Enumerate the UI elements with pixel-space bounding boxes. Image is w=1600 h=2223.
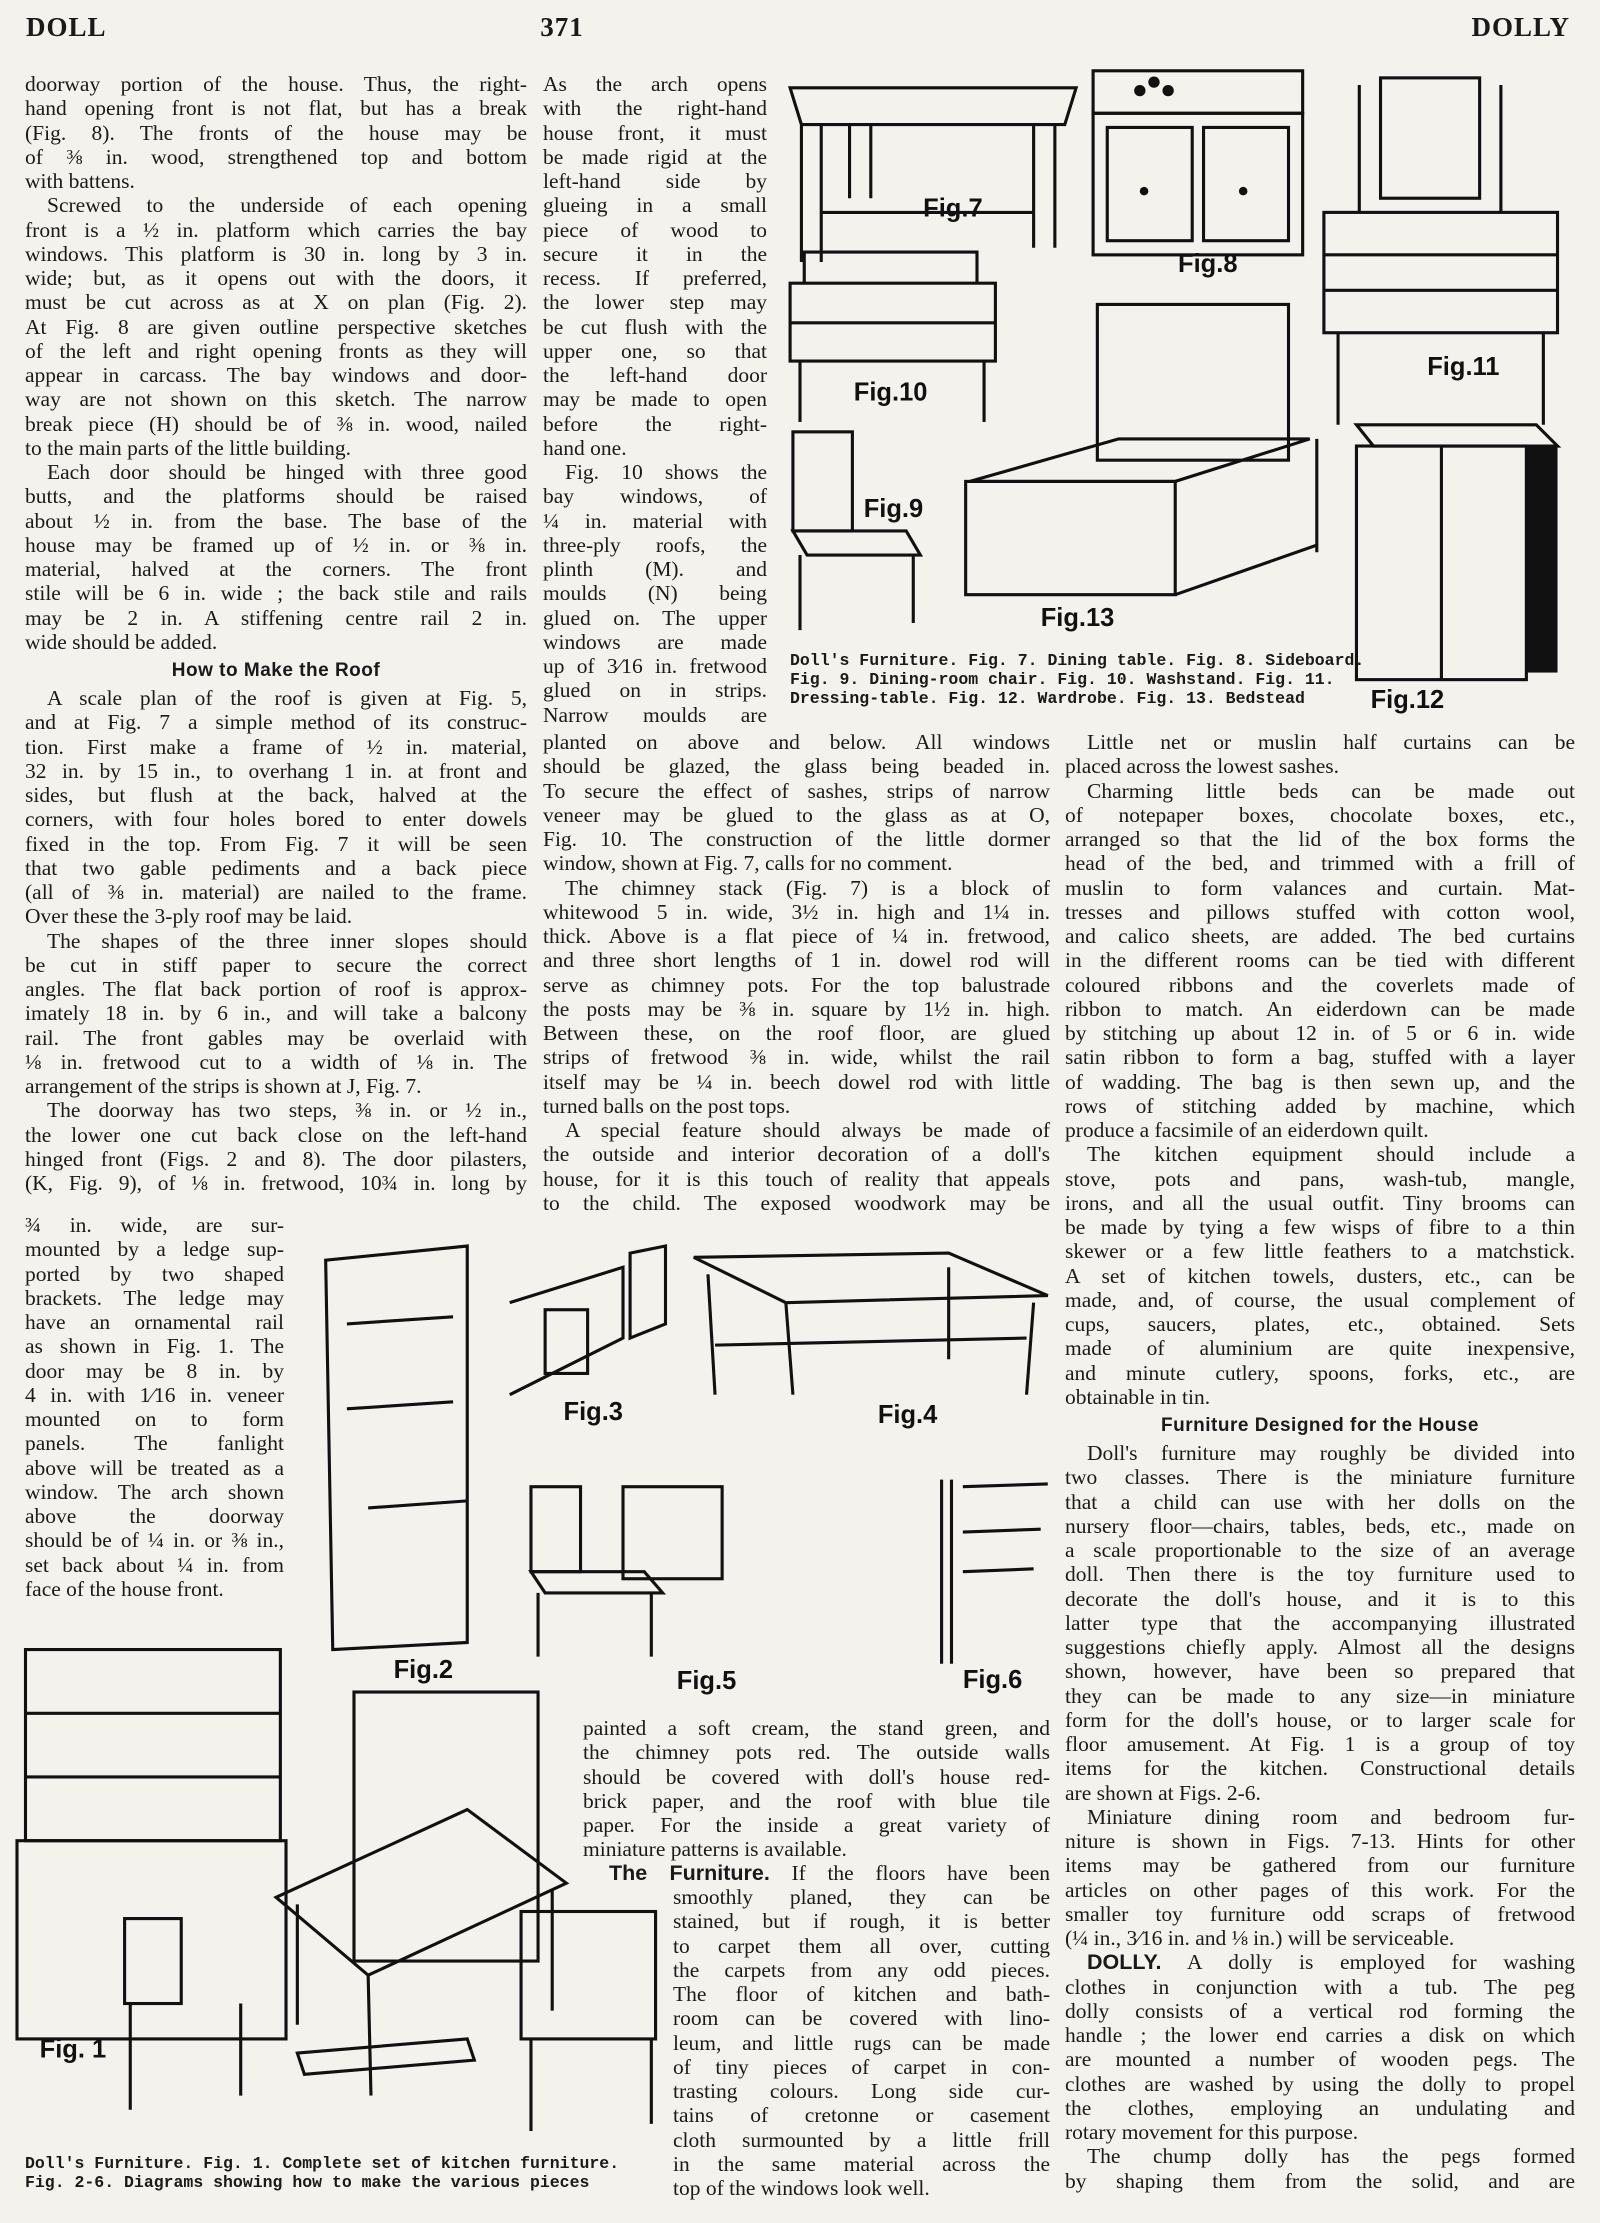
text-line: placed across the lowest sashes. xyxy=(1065,754,1340,779)
text-line: items for the kitchen. Constructional details xyxy=(1065,1756,1575,1781)
text-line: house may be framed up of ½ in. or ⅜ in. xyxy=(25,532,527,557)
text-line: three-ply roofs, the xyxy=(543,532,767,557)
text-line: As the arch opens xyxy=(543,72,767,96)
caption-line: Fig. 9. Dining-room chair. Fig. 10. Washstand. Fig. 11. xyxy=(790,670,1335,689)
fig12-wardrobe-drawing xyxy=(1356,425,1557,714)
text-line: face of the house front. xyxy=(25,1576,224,1601)
text-line: to the child. The exposed woodwork may be xyxy=(543,1190,1050,1215)
text-line: Charming little beds can be made out xyxy=(1087,778,1575,803)
text-line: the clothes, employing an undulating and xyxy=(1065,2095,1575,2120)
text-line: whitewood 5 in. wide, 3½ in. high and 1¼ in. xyxy=(543,899,1050,924)
text-line: butts, and the platforms should be raised xyxy=(25,484,527,509)
text-line: The shapes of the three inner slopes should xyxy=(47,928,527,953)
text-line: suggestions chiefly apply. Almost all the designs xyxy=(1065,1635,1575,1659)
text-line: tresses and pillows stuffed with cotton wool, xyxy=(1065,899,1575,924)
text-line: of wadding. The bag is then sewn up, and the xyxy=(1065,1069,1575,1094)
text-line: set back about ¼ in. from xyxy=(25,1552,284,1577)
text-line: above the doorway xyxy=(25,1504,284,1528)
text-line: glueing in a small xyxy=(543,193,767,218)
fig6-label: Fig.6 xyxy=(962,1665,1023,1694)
text-line: the lower one cut back close on the left-hand xyxy=(25,1122,527,1147)
text-line: To secure the effect of sashes, strips of narrow xyxy=(543,778,1050,803)
text-line: windows are made xyxy=(543,629,767,654)
text-line: brick paper, and the roof with blue tile xyxy=(583,1788,1050,1813)
text-line: Doll's furniture may roughly be divided into xyxy=(1087,1441,1575,1465)
text-line: may be made to open xyxy=(543,387,767,412)
caption-line: Doll's Furniture. Fig. 7. Dining table. Fig. 8. Sideboard. xyxy=(790,651,1365,670)
text-line: the left-hand door xyxy=(543,363,767,387)
text-line: may be 2 in. A stiffening centre rail 2 in. xyxy=(25,605,527,630)
text-line: strips of fretwood ⅜ in. wide, whilst the rail xyxy=(543,1045,1050,1070)
section-heading: Furniture Designed for the House xyxy=(1161,1415,1479,1436)
text-line: made of aluminium are quite inexpensive, xyxy=(1065,1336,1575,1361)
text-line: hinged front (Figs. 2 and 8). The door pilasters, xyxy=(25,1146,527,1171)
text-line: coloured ribbons and the coverlets made of xyxy=(1065,972,1575,997)
text-line: Fig. 10 shows the xyxy=(565,460,767,484)
text-line: doll. Then there is the toy furniture used to xyxy=(1065,1562,1575,1587)
text-line: Each door should be hinged with three good xyxy=(47,460,527,484)
fig1-label: Fig. 1 xyxy=(39,2035,107,2064)
text-line: and minute cutlery, spoons, forks, etc., are xyxy=(1065,1360,1575,1385)
text-line: appear in carcass. The bay windows and door- xyxy=(25,363,527,387)
text-line: made, and, of course, the usual complement of xyxy=(1065,1287,1575,1312)
text-line: to the main parts of the little building. xyxy=(25,435,352,460)
text-line: irons, and all the usual outfit. Tiny brooms can xyxy=(1065,1190,1575,1215)
text-line: by shaping them from the solid, and are xyxy=(1065,2168,1575,2193)
text-line: and at Fig. 7 a simple method of its construc- xyxy=(25,710,527,735)
text-line: about ½ in. from the base. The base of the xyxy=(25,508,527,533)
text-line: must be cut across as at X on plan (Fig. 2). xyxy=(25,290,527,315)
text-line: are mounted a number of wooden pegs. The xyxy=(1065,2047,1575,2072)
fig4-table-drawing xyxy=(694,1253,1048,1429)
text-line: The doorway has two steps, ⅜ in. or ½ in., xyxy=(47,1098,527,1123)
text-line: The kitchen equipment should include a xyxy=(1087,1142,1575,1167)
fig9-label: Fig.9 xyxy=(863,494,924,523)
text-line: mounted by a ledge sup- xyxy=(25,1237,284,1262)
text-line: recess. If preferred, xyxy=(543,266,767,290)
text-line: miniature patterns is available. xyxy=(583,1837,847,1862)
text-line: room can be covered with lino- xyxy=(673,2006,1050,2031)
text-line: muslin to form valances and curtain. Mat- xyxy=(1065,875,1575,900)
fig3-label: Fig.3 xyxy=(563,1398,623,1427)
text-line: are shown at Figs. 2-6. xyxy=(1065,1780,1261,1805)
text-line: the outside and interior decoration of a doll's xyxy=(543,1142,1050,1167)
text-line: items may be gathered from our furniture xyxy=(1065,1853,1575,1878)
fig13-label: Fig.13 xyxy=(1040,603,1115,632)
text-line: niture is shown in Figs. 7-13. Hints for other xyxy=(1065,1829,1575,1853)
text-line: ribbon to match. An eiderdown can be made xyxy=(1065,996,1575,1021)
text-line: ported by two shaped xyxy=(25,1261,284,1286)
text-line: Miniature dining room and bedroom fur- xyxy=(1087,1804,1575,1829)
fig2-shelves-drawing xyxy=(326,1246,468,1684)
text-line: piece of wood to xyxy=(543,217,767,242)
text-line: upper one, so that xyxy=(543,338,767,363)
text-line: 32 in. by 15 in., to overhang 1 in. at front and xyxy=(25,758,527,783)
text-line: glued on in strips. xyxy=(543,678,767,703)
text-line: tion. First make a frame of ½ in. material, xyxy=(25,734,527,759)
text-line: have an ornamental rail xyxy=(25,1310,284,1334)
text-line: to carpet them all over, cutting xyxy=(673,1933,1050,1958)
text-line: planted on above and below. All windows xyxy=(543,730,1050,754)
text-line: break piece (H) should be of ⅜ in. wood, nailed xyxy=(25,411,527,436)
page-number: 371 xyxy=(540,12,584,42)
text-line: dolly consists of a vertical rod forming the xyxy=(1065,1998,1575,2023)
text-line: ⅛ in. fretwood cut to a width of ⅛ in. The xyxy=(25,1049,527,1074)
text-line: 4 in. with 1⁄16 in. veneer xyxy=(25,1382,284,1407)
fig9-chair-drawing xyxy=(793,432,923,630)
text-line: Narrow moulds are xyxy=(543,702,767,727)
text-line: hand one. xyxy=(543,435,627,460)
fig12-label: Fig.12 xyxy=(1370,685,1445,714)
text-line: and three short lengths of 1 in. dowel rod will xyxy=(543,948,1050,973)
text-line: doorway portion of the house. Thus, the right- xyxy=(25,72,527,96)
text-line: of tiny pieces of carpet in con- xyxy=(673,2054,1050,2079)
fig5-chair-drawing xyxy=(531,1487,736,1695)
text-line: and calico sheets, are added. The bed curtains xyxy=(1065,924,1575,948)
text-line: brackets. The ledge may xyxy=(25,1285,284,1310)
text-line: before the right- xyxy=(543,411,767,436)
text-line: serve as chimney pots. For the top balustrade xyxy=(543,972,1050,997)
text-line: way are not shown on this sketch. The narrow xyxy=(25,387,527,412)
section-heading: How to Make the Roof xyxy=(171,660,381,681)
fig5-label: Fig.5 xyxy=(676,1667,737,1696)
text-line: a scale proportionable to the size of an average xyxy=(1065,1538,1575,1562)
text-line: thick. Above is a flat piece of ¼ in. fretwood, xyxy=(543,924,1050,948)
text-line: panels. The fanlight xyxy=(25,1431,284,1456)
text-line: should be glazed, the glass being beaded in. xyxy=(543,754,1050,779)
text-line: satin ribbon to form a bag, stuffed with a layer xyxy=(1065,1045,1575,1070)
text-line: be made rigid at the xyxy=(543,144,767,169)
text-line: with the right-hand xyxy=(543,96,767,121)
fig7-label: Fig.7 xyxy=(923,194,983,223)
text-line: door may be 8 in. by xyxy=(25,1358,284,1383)
running-head-right: DOLLY xyxy=(1471,12,1570,42)
text-line: latter type that the accompanying illustrated xyxy=(1065,1610,1575,1635)
text-line: above will be treated as a xyxy=(25,1455,284,1480)
text-line: The chump dolly has the pegs formed xyxy=(1087,2144,1575,2169)
fig3-drawing xyxy=(510,1246,666,1426)
lead-text: If the floors have been xyxy=(791,1861,1050,1885)
caption-line: Dressing-table. Fig. 12. Wardrobe. Fig. 13. Bedstead xyxy=(790,689,1305,708)
text-line: smoothly planed, they can be xyxy=(673,1885,1050,1909)
text-line: house front, it must xyxy=(543,120,767,145)
text-line: stove, pots and pans, wash-tub, mangle, xyxy=(1065,1166,1575,1191)
text-line: arranged so that the lid of the box forms the xyxy=(1065,827,1575,851)
text-line: stained, but if rough, it is better xyxy=(673,1909,1050,1934)
text-line: rotary movement for this purpose. xyxy=(1065,2120,1359,2144)
fig10-label: Fig.10 xyxy=(853,378,928,407)
text-line: itself may be ¼ in. beech dowel rod with little xyxy=(543,1069,1050,1094)
text-line: sides, but flush at the back, halved at the xyxy=(25,783,527,807)
text-line: The chimney stack (Fig. 7) is a block of xyxy=(565,875,1050,900)
text-line: veneer may be glued to the glass as at O, xyxy=(543,802,1050,827)
text-line: window. The arch shown xyxy=(25,1479,284,1504)
text-line: nursery floor—chairs, tables, beds, etc., made on xyxy=(1065,1513,1575,1538)
text-line: form for the doll's house, or to larger scale for xyxy=(1065,1707,1575,1732)
text-line: cloth surmounted by a little frill xyxy=(673,2127,1050,2152)
text-line: (¼ in., 3⁄16 in. and ⅛ in.) will be serviceable. xyxy=(1065,1926,1455,1950)
text-line: leum, and little rugs can be made xyxy=(673,2030,1050,2055)
text-line: bay windows, of xyxy=(543,484,767,509)
text-line: clothes in conjunction with a tub. The peg xyxy=(1065,1974,1575,1999)
fig6-drawing xyxy=(942,1480,1048,1694)
text-line: turned balls on the post tops. xyxy=(543,1093,791,1118)
text-line: clothes are washed by using the dolly to propel xyxy=(1065,2071,1575,2096)
text-line: the lower step may xyxy=(543,290,767,315)
text-line: shown, however, have been so prepared that xyxy=(1065,1659,1575,1684)
text-line: A set of kitchen towels, dusters, etc., can be xyxy=(1065,1263,1575,1288)
fig1-kitchen-set-drawing xyxy=(17,1650,656,2131)
text-line: ¾ in. wide, are sur- xyxy=(25,1213,284,1237)
text-line: (all of ⅜ in. material) are nailed to the frame. xyxy=(25,880,527,904)
text-line: of the left and right opening fronts as they will xyxy=(25,338,527,363)
text-line: house, for it is this touch of reality that appeals xyxy=(543,1166,1050,1191)
text-line: they can be made to any size—in miniature xyxy=(1065,1683,1575,1708)
text-line: the chimney pots red. The outside walls xyxy=(583,1740,1050,1765)
text-line: glued on. The upper xyxy=(543,605,767,630)
text-line: (Fig. 8). The fronts of the house may be xyxy=(25,120,527,145)
text-line: Fig. 10. The construction of the little dormer xyxy=(543,827,1050,851)
text-line: angles. The flat back portion of roof is approx- xyxy=(25,977,527,1001)
fig7-dining-table-drawing xyxy=(790,88,1076,262)
text-line: corners, with four holes bored to enter dowels xyxy=(25,807,527,832)
text-line: as shown in Fig. 1. The xyxy=(25,1334,284,1359)
text-line: ¼ in. material with xyxy=(543,508,767,533)
text-line: stile will be 6 in. wide ; the back stile and rails xyxy=(25,581,527,606)
text-line: that two gable pediments and a back piece xyxy=(25,855,527,880)
text-line: hand opening front is not flat, but has a break xyxy=(25,96,527,121)
text-line: floor amusement. At Fig. 1 is a group of toy xyxy=(1065,1732,1575,1756)
fig8-label: Fig.8 xyxy=(1178,249,1238,278)
text-line: material, halved at the corners. The front xyxy=(25,557,527,581)
text-line: should be covered with doll's house red- xyxy=(583,1764,1050,1789)
text-line: front is a ½ in. platform which carries the bay xyxy=(25,217,527,242)
text-line: two classes. There is the miniature furniture xyxy=(1065,1465,1575,1490)
text-line: cups, saucers, plates, etc., obtained. Sets xyxy=(1065,1312,1575,1336)
text-line: plinth (M). and xyxy=(543,557,767,581)
text-line: wide should be added. xyxy=(25,629,218,654)
text-line: rail. The front gables may be overlaid with xyxy=(25,1025,527,1050)
text-line: obtainable in tin. xyxy=(1065,1384,1211,1409)
text-line: (K, Fig. 9), of ⅛ in. fretwood, 10¾ in. long by xyxy=(25,1171,527,1195)
text-line: The floor of kitchen and bath- xyxy=(673,1982,1050,2006)
text-line: top of the windows look well. xyxy=(673,2176,930,2200)
text-line: decorate the doll's house, and it is to this xyxy=(1065,1586,1575,1611)
text-line: fixed in the top. From Fig. 7 it will be seen xyxy=(25,831,527,856)
text-line: smaller toy furniture odd scraps of fretwood xyxy=(1065,1901,1575,1926)
text-line: mounted on to form xyxy=(25,1407,284,1431)
text-line: At Fig. 8 are given outline perspective sketches xyxy=(25,314,527,339)
fig13-bed-drawing xyxy=(966,304,1317,631)
text-line: with battens. xyxy=(25,169,135,193)
text-line: produce a facsimile of an eiderdown quilt. xyxy=(1065,1118,1429,1142)
text-line: the carpets from any odd pieces. xyxy=(673,1957,1050,1982)
text-line: Between these, on the roof floor, are glued xyxy=(543,1021,1050,1045)
text-line: arrangement of the strips is shown at J, Fig. 7. xyxy=(25,1074,422,1098)
text-line: A scale plan of the roof is given at Fig. 5, xyxy=(47,686,527,710)
text-line: Over these the 3-ply roof may be laid. xyxy=(25,904,353,929)
text-line: Little net or muslin half curtains can be xyxy=(1087,730,1575,754)
text-line: secure it in the xyxy=(543,241,767,266)
text-line: Screwed to the underside of each opening xyxy=(47,193,527,218)
fig11-dressing-table-drawing xyxy=(1324,78,1558,425)
text-line: trasting colours. Long side cur- xyxy=(673,2079,1050,2103)
lead-text: A dolly is employed for washing xyxy=(1187,1950,1575,1975)
fig2-label: Fig.2 xyxy=(393,1655,454,1684)
text-line: of notepaper boxes, chocolate boxes, etc., xyxy=(1065,802,1575,827)
text-line: moulds (N) being xyxy=(543,581,767,606)
fig10-washstand-drawing xyxy=(790,252,995,422)
text-line: head of the bed, and trimmed with a frill of xyxy=(1065,851,1575,876)
text-line: A special feature should always be made of xyxy=(565,1118,1050,1142)
text-line: tains of cretonne or casement xyxy=(673,2103,1050,2128)
caption-line: Fig. 2-6. Diagrams showing how to make the various pieces xyxy=(25,2173,590,2192)
text-line: in the different rooms can be tied with different xyxy=(1065,948,1575,973)
text-line: windows. This platform is 30 in. long by 3 in. xyxy=(25,241,527,266)
text-line: wide; but, as it opens out with the doors, it xyxy=(25,266,527,290)
text-line: articles on other pages of this work. For the xyxy=(1065,1877,1575,1902)
text-line: be cut flush with the xyxy=(543,314,767,339)
text-line: rows of stitching added by machine, which xyxy=(1065,1093,1575,1118)
text-line: that a child can use with her dolls on the xyxy=(1065,1489,1575,1514)
caption-line: Doll's Furniture. Fig. 1. Complete set of kitchen furniture. xyxy=(25,2154,620,2173)
text-line: handle ; the lower end carries a disk on which xyxy=(1065,2023,1575,2047)
text-line: up of 3⁄16 in. fretwood xyxy=(543,654,767,678)
text-line: should be of ¼ in. or ⅜ in., xyxy=(25,1528,284,1553)
text-line: be made by tying a few wisps of fibre to a thin xyxy=(1065,1215,1575,1239)
text-line: window, shown at Fig. 7, calls for no comment. xyxy=(543,851,953,876)
running-head-left: DOLL xyxy=(26,12,107,42)
text-line: skewer or a few little feathers to a matchstick. xyxy=(1065,1239,1575,1264)
text-line: painted a soft cream, the stand green, and xyxy=(583,1716,1050,1740)
lead-in: The Furniture. xyxy=(609,1861,770,1885)
text-line: in the same material across the xyxy=(673,2151,1050,2176)
text-line: imately 18 in. by 6 in., and will take a balcony xyxy=(25,1001,527,1026)
text-line: left-hand side by xyxy=(543,169,767,193)
fig4-label: Fig.4 xyxy=(877,1401,938,1430)
text-line: be cut in stiff paper to secure the correct xyxy=(25,952,527,977)
fig8-sideboard-drawing xyxy=(1093,71,1303,278)
lead-in: DOLLY. xyxy=(1087,1950,1162,1975)
text-line: of ⅜ in. wood, strengthened top and bottom xyxy=(25,144,527,169)
text-line: by stitching up about 12 in. of 5 or 6 in. wide xyxy=(1065,1021,1575,1045)
fig11-label: Fig.11 xyxy=(1427,353,1500,382)
text-line: paper. For the inside a great variety of xyxy=(583,1813,1050,1837)
text-line: the posts may be ⅜ in. square by 1½ in. high. xyxy=(543,996,1050,1021)
